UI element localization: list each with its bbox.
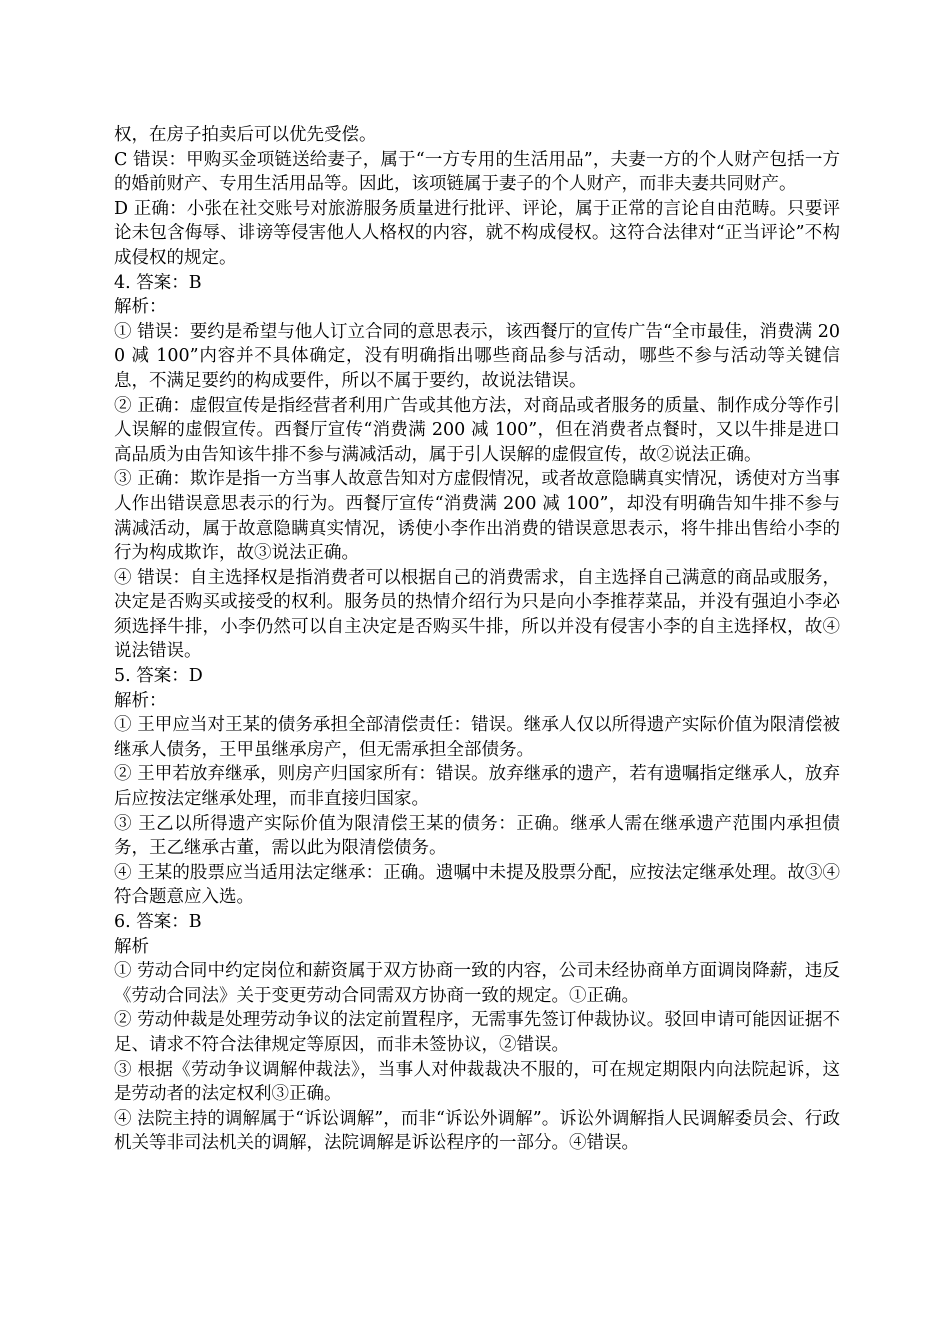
paragraph-priority-claim: 权，在房子拍卖后可以优先受偿。	[114, 125, 377, 145]
analysis-6-item-4: ④ 法院主持的调解属于“诉讼调解”，而非“诉讼外调解”。诉讼外调解指人民调解委员会、行政机关等非司法机关的调解，法院调解是诉讼程序的一部分。④错误。	[114, 1108, 840, 1154]
analysis-5-item-1: ① 王甲应当对王某的债务承担全部清偿责任：错误。继承人仅以所得遗产实际价值为限清偿被继承人债务，王甲虽继承房产，但无需承担全部债务。	[114, 715, 840, 760]
analysis-6-label: 解析	[114, 936, 149, 957]
paragraph-option-c: C 错误：甲购买金项链送给妻子，属于“一方专用的生活用品”，夫妻一方的个人财产包括一方的婚前财产、专用生活用品等。因此，该项链属于妻子的个人财产，而非夫妻共同财产。	[114, 149, 840, 195]
answer-6-heading: 6. 答案：B	[114, 912, 202, 932]
document-body	[114, 123, 840, 1156]
analysis-5-label: 解析：	[114, 690, 167, 711]
analysis-4-item-3: ③ 正确：欺诈是指一方当事人故意告知对方虚假情况，或者故意隐瞒真实情况，诱使对方当事人作出错误意思表示的行为。西餐厅宣传“消费满 200 减 100”，却没有明确告知牛排不参与满减活动，属于故意隐瞒真实情况，诱使小李作出消费的错误意思表示，将牛排出售给小李的行为构成欺诈，故③说法正确。	[114, 469, 840, 564]
analysis-4-label: 解析：	[114, 297, 167, 318]
analysis-4-item-4: ④ 错误：自主选择权是指消费者可以根据自己的消费需求，自主选择自己满意的商品或服务，决定是否购买或接受的权利。服务员的热情介绍行为只是向小李推荐菜品，并没有强迫小李必须选择牛排，小李仍然可以自主决定是否购买牛排，所以并没有侵害小李的自主选择权，故④说法错误。	[114, 567, 840, 662]
analysis-6-item-3: ③ 根据《劳动争议调解仲裁法》，当事人对仲裁裁决不服的，可在规定期限内向法院起诉，这是劳动者的法定权利③正确。	[114, 1059, 840, 1105]
paragraph-option-d: D 正确：小张在社交账号对旅游服务质量进行批评、评论，属于正常的言论自由范畴。只要评论未包含侮辱、诽谤等侵害他人人格权的内容，就不构成侵权。这符合法律对“正当评论”不构成侵权的规定。	[114, 198, 840, 268]
analysis-4-item-2: ② 正确：虚假宣传是指经营者利用广告或其他方法，对商品或者服务的质量、制作成分等作引人误解的虚假宣传。西餐厅宣传“消费满 200 减 100”，但在消费者点餐时，又以牛排是进口高品质为由告知该牛排不参与满减活动，属于引人误解的虚假宣传，故②说法正确。	[114, 395, 840, 465]
analysis-4-item-1: ① 错误：要约是希望与他人订立合同的意思表示，该西餐厅的宣传广告“全市最佳，消费满 200 减 100”内容并不具体确定，没有明确指出哪些商品参与活动，哪些不参与活动等关键信息，不满足要约的构成要件，所以不属于要约，故说法错误。	[114, 321, 840, 391]
analysis-5-item-4: ④ 王某的股票应当适用法定继承：正确。遗嘱中未提及股票分配，应按法定继承处理。故③④符合题意应入选。	[114, 862, 840, 908]
analysis-5-item-2: ② 王甲若放弃继承，则房产归国家所有：错误。放弃继承的遗产，若有遗嘱指定继承人，放弃后应按法定继承处理，而非直接归国家。	[114, 764, 840, 810]
answer-5-heading: 5. 答案：D	[114, 666, 203, 687]
analysis-6-item-1: ① 劳动合同中约定岗位和薪资属于双方协商一致的内容，公司未经协商单方面调岗降薪，违反《劳动合同法》关于变更劳动合同需双方协商一致的规定。①正确。	[114, 961, 840, 1006]
answer-4-heading: 4. 答案：B	[114, 272, 202, 293]
analysis-6-item-2: ② 劳动仲裁是处理劳动争议的法定前置程序，无需事先签订仲裁协议。驳回申请可能因证据不足、请求不符合法律规定等原因，而非未签协议，②错误。	[114, 1010, 840, 1055]
analysis-5-item-3: ③ 王乙以所得遗产实际价值为限清偿王某的债务：正确。继承人需在继承遗产范围内承担债务，王乙继承古董，需以此为限清偿债务。	[114, 813, 840, 859]
